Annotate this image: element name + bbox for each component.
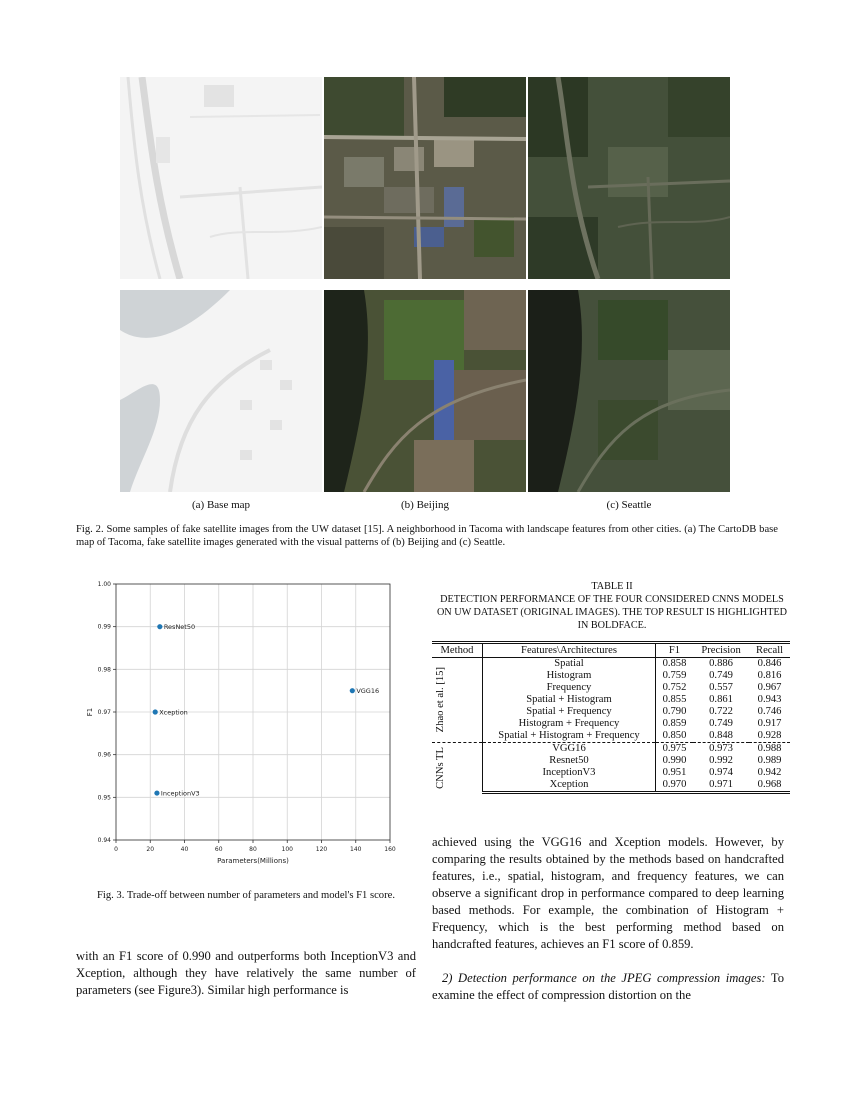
x-tick-label: 100 [281, 846, 293, 853]
recall-cell: 0.967 [757, 682, 782, 693]
subcaption-beijing: (b) Beijing [401, 499, 449, 511]
feature-cell: InceptionV3 [483, 767, 656, 779]
precision-cell: 0.848 [709, 730, 733, 741]
f1-cell: 0.975 [656, 743, 693, 756]
x-tick-label: 140 [350, 846, 362, 853]
data-label-xception: Xception [159, 708, 188, 717]
data-point-inceptionv3 [154, 790, 159, 795]
precision-cell: 0.974 [709, 767, 733, 778]
table-row [432, 670, 790, 682]
y-tick-label: 0.96 [97, 751, 111, 759]
table-row [432, 658, 790, 671]
data-point-resnet50 [157, 624, 162, 629]
recall-cell: 0.746 [757, 706, 782, 717]
base-map-image-2 [120, 290, 322, 492]
figure-3-caption: Fig. 3. Trade-off between number of parameters and model's F1 score. [97, 890, 395, 901]
feature-cell: Spatial [483, 658, 656, 671]
y-tick-label: 0.99 [97, 623, 111, 631]
table-2-number: TABLE II [591, 581, 633, 592]
data-label-inceptionv3: InceptionV3 [160, 789, 200, 798]
right-paragraph: achieved using the VGG16 and Xception models. However, by comparing the results obtained by the methods based on handcrafted features, i.e., spatial, histogram, and frequency features, we can observe a significant drop in performance compared to deep learning based methods. For example, the combination of Histogram + Frequency, which is the best performing method based on handcrafted features, achieves an F1 score of 0.859. [432, 835, 784, 951]
table-2-title-block [432, 580, 792, 632]
data-label-resnet50: ResNet50 [163, 623, 196, 632]
f1-cell: 0.858 [662, 658, 687, 669]
beijing-image-2 [324, 290, 526, 492]
feature-cell: Histogram [483, 670, 656, 682]
recall-cell: 0.989 [757, 755, 782, 766]
recall-cell: 0.968 [749, 779, 790, 793]
subcaption-base-map: (a) Base map [191, 499, 251, 511]
feature-cell: Spatial + Histogram [483, 694, 656, 706]
method-group-cnns-tl [432, 743, 483, 793]
col-header-method: Method [432, 643, 483, 658]
feature-cell: Histogram + Frequency [483, 718, 656, 730]
beijing-image-1 [324, 77, 526, 279]
f1-cell: 0.790 [662, 706, 687, 717]
col-header-recall: Recall [749, 643, 790, 658]
base-map-image-1 [120, 77, 322, 279]
x-tick-label: 60 [214, 846, 223, 853]
feature-cell: VGG16 [483, 743, 656, 756]
feature-cell: Frequency [483, 682, 656, 694]
precision-cell: 0.749 [709, 718, 733, 729]
data-label-vgg16: VGG16 [356, 687, 380, 696]
feature-cell: Spatial + Frequency [483, 706, 656, 718]
recall-cell: 0.942 [757, 767, 782, 778]
precision-cell: 0.557 [709, 682, 733, 693]
method-group-zhao [432, 658, 483, 743]
f1-cell: 0.759 [662, 670, 687, 681]
table-row [432, 755, 790, 767]
x-tick-label: 20 [146, 846, 155, 853]
table-2-caption-line: DETECTION PERFORMANCE OF THE FOUR CONSIDERED CNNS MODELS [440, 594, 784, 605]
col-header-f1: F1 [656, 643, 693, 658]
figure-2-caption: Fig. 2. Some samples of fake satellite images from the UW dataset [15]. A neighborhood in Tacoma with landscape features from other cities. (a) The CartoDB base map of Tacoma, fake satellite images generated with the visual patterns of (b) Beijing and (c) Seattle. [76, 524, 778, 548]
precision-cell: 0.992 [709, 755, 733, 766]
precision-cell: 0.971 [693, 779, 749, 793]
table-row [432, 706, 790, 718]
subcaption-seattle: (c) Seattle [606, 499, 652, 511]
table-row [432, 682, 790, 694]
x-tick-label: 40 [180, 846, 189, 853]
x-tick-label: 120 [315, 846, 328, 853]
recall-cell: 0.988 [749, 743, 790, 756]
y-tick-label: 0.95 [97, 794, 111, 802]
table-row [432, 718, 790, 730]
x-axis-label: Parameters(Millions) [217, 857, 289, 865]
section-body: To examine the effect of compression distortion on the [432, 971, 784, 1002]
f1-cell: 0.990 [662, 755, 687, 766]
table-2-caption-line: ON UW DATASET (ORIGINAL IMAGES). THE TOP RESULT IS HIGHLIGHTED [436, 607, 788, 618]
f1-cell: 0.752 [662, 682, 687, 693]
f1-cell: 0.951 [662, 767, 687, 778]
recall-cell: 0.928 [757, 730, 782, 741]
y-tick-label: 1.00 [97, 581, 111, 588]
recall-cell: 0.943 [757, 694, 782, 705]
seattle-image-2 [528, 290, 730, 492]
y-tick-label: 0.98 [97, 666, 111, 674]
table-2-caption-line: IN BOLDFACE. [577, 620, 647, 631]
method-group-label: Zhao et al. [15] [435, 667, 446, 733]
y-tick-label: 0.94 [97, 837, 111, 844]
col-header-precision: Precision [693, 643, 749, 658]
x-tick-label: 160 [384, 846, 396, 853]
precision-cell: 0.749 [709, 670, 733, 681]
left-paragraph: with an F1 score of 0.990 and outperforms both InceptionV3 and Xception, although they have relatively the same number of parameters (see Figure3). Similar high performance is [76, 949, 416, 997]
method-group-label: CNNs TL [435, 746, 446, 789]
seattle-image-1 [528, 77, 730, 279]
recall-cell: 0.917 [757, 718, 782, 729]
precision-cell: 0.722 [709, 706, 733, 717]
x-tick-label: 80 [249, 846, 257, 853]
data-point-xception [153, 709, 158, 714]
table-row [432, 730, 790, 743]
section-paragraph [432, 970, 784, 1004]
f1-cell: 0.850 [662, 730, 687, 741]
recall-cell: 0.846 [757, 658, 782, 669]
y-axis-label: F1 [86, 707, 94, 717]
table-row [432, 743, 790, 756]
precision-cell: 0.861 [709, 694, 733, 705]
table-row [432, 694, 790, 706]
y-tick-label: 0.97 [97, 709, 111, 716]
table-row [432, 779, 790, 793]
recall-cell: 0.816 [757, 670, 782, 681]
section-heading: 2) Detection performance on the JPEG compression images: [442, 971, 766, 985]
f1-cell: 0.859 [662, 718, 687, 729]
f1-cell: 0.970 [656, 779, 693, 793]
table-row [432, 767, 790, 779]
data-point-vgg16 [350, 688, 355, 693]
feature-cell: Resnet50 [483, 755, 656, 767]
f1-cell: 0.855 [662, 694, 687, 705]
precision-cell: 0.886 [709, 658, 733, 669]
figure-3-scatter-chart [84, 578, 404, 868]
col-header-features: Features\Architectures [483, 643, 656, 658]
feature-cell: Xception [483, 779, 656, 793]
x-tick-label: 0 [114, 846, 118, 853]
feature-cell: Spatial + Histogram + Frequency [483, 730, 656, 743]
precision-cell: 0.973 [693, 743, 749, 756]
table-2 [432, 641, 790, 794]
